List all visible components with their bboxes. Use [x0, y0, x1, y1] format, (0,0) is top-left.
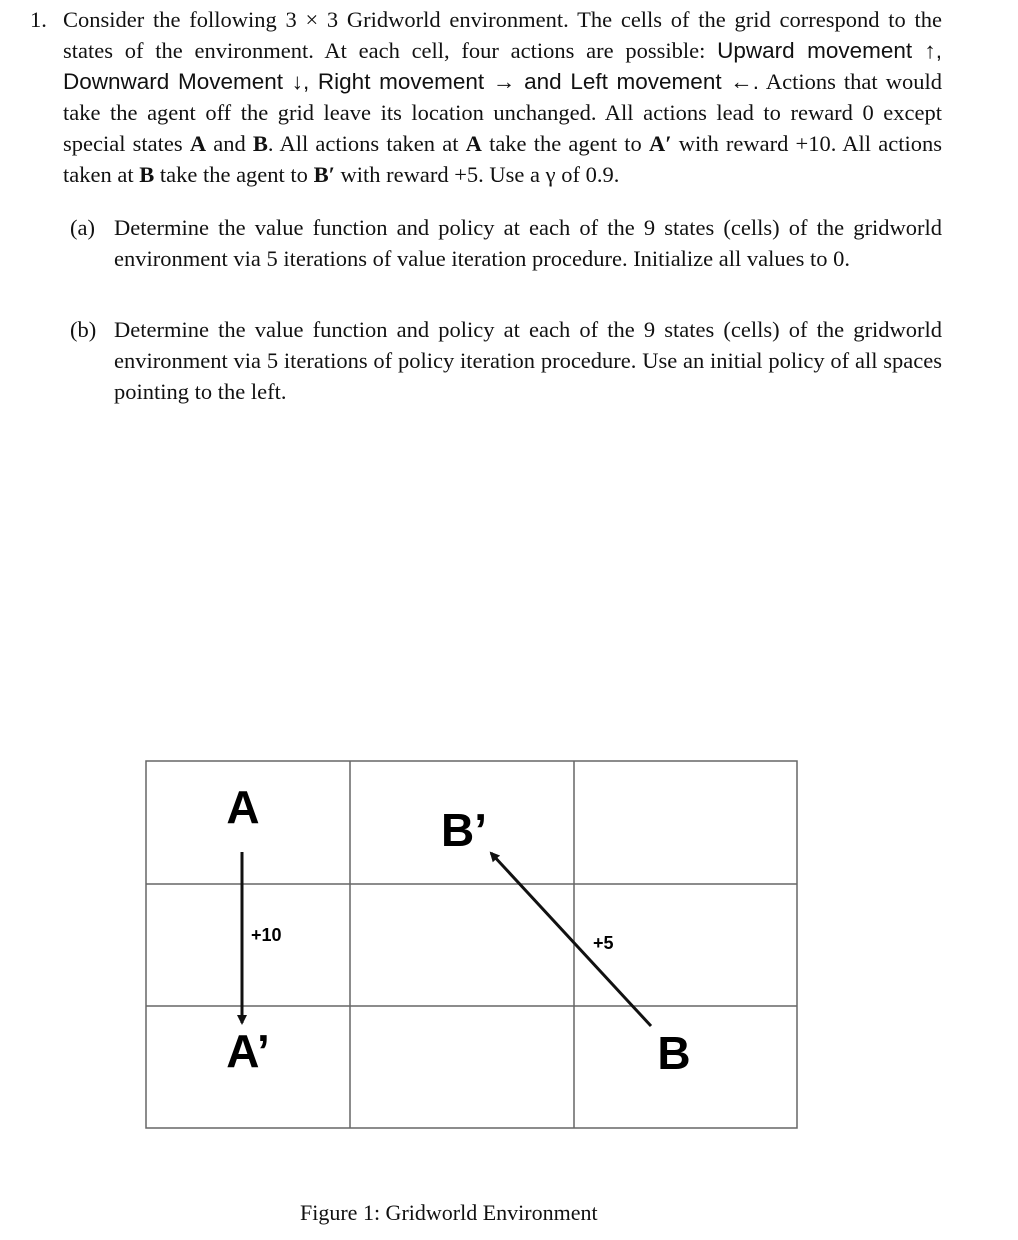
part-b-text: Determine the value function and policy at each of the 9 states (cells) of the gridworld environment via 5 iterations of policy iteration procedure. Use an initial policy of all spaces pointing to the left. — [114, 317, 942, 404]
reward-b-label: +5 — [593, 933, 614, 953]
label-b: B — [657, 1027, 691, 1079]
actions-list: Upward movement ↑, Downward Movement ↓, Right movement → and Left movement ←. — [63, 38, 942, 94]
part-a-label: (a) — [70, 215, 95, 240]
part-a-text: Determine the value function and policy at each of the 9 states (cells) of the gridworld environment via 5 iterations of value iteration procedure. Initialize all values to 0. — [114, 215, 942, 271]
question-text: Consider the following 3 × 3 Gridworld environment. The cells of the grid correspond to the states of the environment. At each cell, four actions are possible: Upward movement ↑, Downward Movement ↓, Right movement → and Left movement ←. Actions that would take the agent off the grid leave its location unchanged. All actions lead to reward 0 except special states A and B. All actions taken at A take the agent to A′ with reward +10. All actions taken at B take the agent to B′ with reward +5. Use a γ of 0.9. — [63, 7, 942, 187]
reward-a-label: +10 — [251, 925, 282, 945]
figure-caption: Figure 1: Gridworld Environment — [300, 1200, 598, 1225]
arrow-b-to-b-prime — [491, 853, 651, 1026]
label-a: A — [226, 781, 260, 833]
question-number: 1. — [30, 7, 47, 32]
label-b-prime: B’ — [441, 804, 487, 856]
label-a-prime: A’ — [226, 1025, 270, 1077]
part-b-label: (b) — [70, 317, 97, 342]
